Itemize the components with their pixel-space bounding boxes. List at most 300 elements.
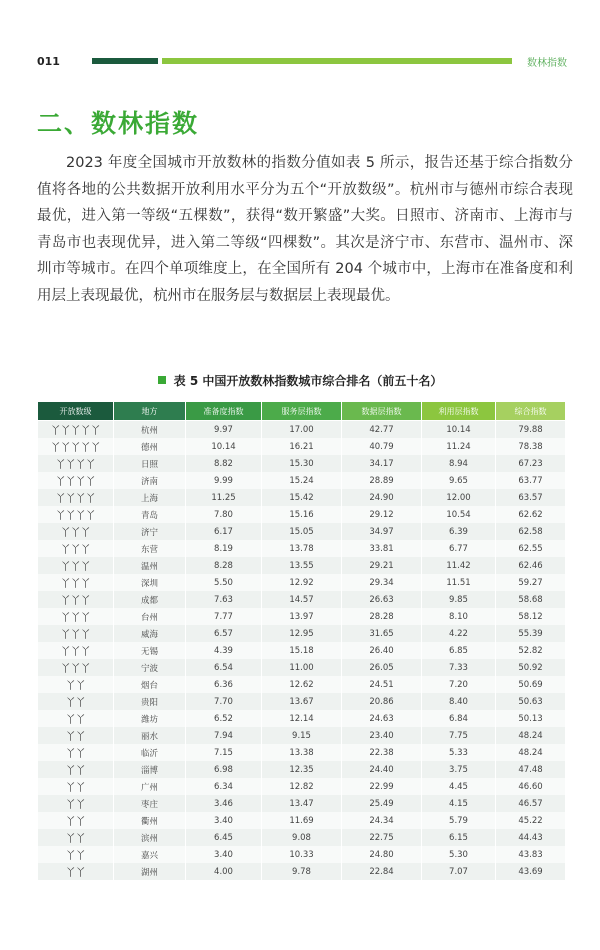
level-trees bbox=[38, 472, 114, 489]
table-row bbox=[38, 608, 566, 625]
service-cell: 13.78 bbox=[262, 540, 342, 557]
utilization-cell: 11.51 bbox=[422, 574, 496, 591]
composite-cell: 46.60 bbox=[496, 778, 566, 795]
body-paragraph: 2023 年度全国城市开放数林的指数分值如表 5 所示，报告还基于综合指数分值将各地的公共数据开放利用水平分为五个“开放数级”。杭州市与德州市综合表现最优，进入第一等级“五棵数”，获得“数开繁盛”大奖。日照市、济南市、上海市与青岛市也表现优异，进入第二等级“四棵数”。其次是济宁市、东营市、温州市、深圳市等城市。在四个单项维度上，在全国所有 204 个城市中，上海市在准备度和利用层上表现最优，杭州市在服务层与数据层上表现最优。 bbox=[37, 155, 573, 304]
utilization-cell: 8.10 bbox=[422, 608, 496, 625]
readiness-cell: 10.14 bbox=[186, 438, 262, 455]
table-row bbox=[38, 438, 566, 455]
tree-icon: 丫 bbox=[80, 545, 91, 556]
readiness-cell: 6.57 bbox=[186, 625, 262, 642]
tree-icon: 丫 bbox=[55, 460, 66, 471]
data-cell: 28.89 bbox=[342, 472, 422, 489]
tree-icon: 丫 bbox=[60, 562, 71, 573]
level-trees bbox=[38, 642, 114, 659]
tree-icon: 丫 bbox=[70, 647, 81, 658]
data-cell: 24.51 bbox=[342, 676, 422, 693]
level-trees bbox=[38, 744, 114, 761]
readiness-cell: 7.77 bbox=[186, 608, 262, 625]
tree-icon: 丫 bbox=[75, 715, 86, 726]
data-cell: 25.49 bbox=[342, 795, 422, 812]
tree-icon: 丫 bbox=[55, 494, 66, 505]
utilization-cell: 5.79 bbox=[422, 812, 496, 829]
utilization-cell: 6.39 bbox=[422, 523, 496, 540]
level-trees bbox=[38, 421, 114, 439]
tree-icon: 丫 bbox=[65, 749, 76, 760]
utilization-cell: 4.15 bbox=[422, 795, 496, 812]
tree-icon: 丫 bbox=[70, 426, 81, 437]
service-cell: 12.92 bbox=[262, 574, 342, 591]
city-cell: 潍坊 bbox=[114, 710, 186, 727]
level-trees bbox=[38, 659, 114, 676]
level-trees bbox=[38, 795, 114, 812]
service-cell: 12.95 bbox=[262, 625, 342, 642]
table-row bbox=[38, 812, 566, 829]
tree-icon: 丫 bbox=[55, 477, 66, 488]
header-composite: 综合指数 bbox=[496, 402, 566, 421]
city-cell: 威海 bbox=[114, 625, 186, 642]
level-trees bbox=[38, 557, 114, 574]
tree-icon: 丫 bbox=[75, 511, 86, 522]
tree-icon: 丫 bbox=[65, 817, 76, 828]
table-row bbox=[38, 625, 566, 642]
tree-icon: 丫 bbox=[75, 681, 86, 692]
caption-square-icon bbox=[158, 376, 166, 384]
readiness-cell: 3.40 bbox=[186, 846, 262, 863]
service-cell: 12.82 bbox=[262, 778, 342, 795]
city-cell: 无锡 bbox=[114, 642, 186, 659]
tree-icon: 丫 bbox=[65, 681, 76, 692]
readiness-cell: 6.54 bbox=[186, 659, 262, 676]
service-cell: 15.18 bbox=[262, 642, 342, 659]
tree-icon: 丫 bbox=[70, 613, 81, 624]
table-row bbox=[38, 472, 566, 489]
data-cell: 31.65 bbox=[342, 625, 422, 642]
readiness-cell: 6.52 bbox=[186, 710, 262, 727]
level-trees bbox=[38, 506, 114, 523]
ranking-table bbox=[37, 401, 566, 880]
level-trees bbox=[38, 489, 114, 506]
composite-cell: 47.48 bbox=[496, 761, 566, 778]
service-cell: 14.57 bbox=[262, 591, 342, 608]
tree-icon: 丫 bbox=[70, 545, 81, 556]
service-cell: 15.16 bbox=[262, 506, 342, 523]
tree-icon: 丫 bbox=[80, 579, 91, 590]
tree-icon: 丫 bbox=[60, 613, 71, 624]
tree-icon: 丫 bbox=[55, 511, 66, 522]
service-cell: 15.42 bbox=[262, 489, 342, 506]
tree-icon: 丫 bbox=[65, 511, 76, 522]
table-row bbox=[38, 591, 566, 608]
level-trees bbox=[38, 846, 114, 863]
tree-icon: 丫 bbox=[60, 528, 71, 539]
page-number: 011 bbox=[37, 55, 60, 68]
data-cell: 22.75 bbox=[342, 829, 422, 846]
service-cell: 9.15 bbox=[262, 727, 342, 744]
utilization-cell: 7.20 bbox=[422, 676, 496, 693]
composite-cell: 58.68 bbox=[496, 591, 566, 608]
tree-icon: 丫 bbox=[80, 613, 91, 624]
utilization-cell: 7.33 bbox=[422, 659, 496, 676]
composite-cell: 50.13 bbox=[496, 710, 566, 727]
service-cell: 10.33 bbox=[262, 846, 342, 863]
city-cell: 深圳 bbox=[114, 574, 186, 591]
utilization-cell: 7.07 bbox=[422, 863, 496, 880]
tree-icon: 丫 bbox=[70, 630, 81, 641]
composite-cell: 62.55 bbox=[496, 540, 566, 557]
city-cell: 贵阳 bbox=[114, 693, 186, 710]
data-cell: 24.40 bbox=[342, 761, 422, 778]
readiness-cell: 4.00 bbox=[186, 863, 262, 880]
composite-cell: 52.82 bbox=[496, 642, 566, 659]
utilization-cell: 11.24 bbox=[422, 438, 496, 455]
tree-icon: 丫 bbox=[75, 477, 86, 488]
tree-icon: 丫 bbox=[75, 698, 86, 709]
composite-cell: 62.62 bbox=[496, 506, 566, 523]
data-cell: 26.05 bbox=[342, 659, 422, 676]
tree-icon: 丫 bbox=[85, 460, 96, 471]
tree-icon: 丫 bbox=[60, 596, 71, 607]
readiness-cell: 6.45 bbox=[186, 829, 262, 846]
service-cell: 12.35 bbox=[262, 761, 342, 778]
tree-icon: 丫 bbox=[65, 460, 76, 471]
utilization-cell: 6.15 bbox=[422, 829, 496, 846]
composite-cell: 59.27 bbox=[496, 574, 566, 591]
tree-icon: 丫 bbox=[70, 596, 81, 607]
level-trees bbox=[38, 523, 114, 540]
level-trees bbox=[38, 591, 114, 608]
composite-cell: 48.24 bbox=[496, 744, 566, 761]
tree-icon: 丫 bbox=[50, 426, 61, 437]
city-cell: 衢州 bbox=[114, 812, 186, 829]
table-row bbox=[38, 574, 566, 591]
service-cell: 17.00 bbox=[262, 421, 342, 439]
table-row bbox=[38, 829, 566, 846]
tree-icon: 丫 bbox=[70, 443, 81, 454]
city-cell: 烟台 bbox=[114, 676, 186, 693]
composite-cell: 78.38 bbox=[496, 438, 566, 455]
composite-cell: 43.69 bbox=[496, 863, 566, 880]
tree-icon: 丫 bbox=[65, 494, 76, 505]
data-cell: 20.86 bbox=[342, 693, 422, 710]
city-cell: 济宁 bbox=[114, 523, 186, 540]
tree-icon: 丫 bbox=[65, 851, 76, 862]
tree-icon: 丫 bbox=[75, 834, 86, 845]
tree-icon: 丫 bbox=[80, 647, 91, 658]
level-trees bbox=[38, 812, 114, 829]
city-cell: 德州 bbox=[114, 438, 186, 455]
utilization-cell: 7.75 bbox=[422, 727, 496, 744]
level-trees bbox=[38, 710, 114, 727]
tree-icon: 丫 bbox=[80, 664, 91, 675]
data-cell: 42.77 bbox=[342, 421, 422, 439]
utilization-cell: 4.22 bbox=[422, 625, 496, 642]
tree-icon: 丫 bbox=[65, 698, 76, 709]
city-cell: 嘉兴 bbox=[114, 846, 186, 863]
table-row bbox=[38, 778, 566, 795]
composite-cell: 46.57 bbox=[496, 795, 566, 812]
level-trees bbox=[38, 608, 114, 625]
readiness-cell: 3.46 bbox=[186, 795, 262, 812]
utilization-cell: 10.14 bbox=[422, 421, 496, 439]
city-cell: 枣庄 bbox=[114, 795, 186, 812]
table-row bbox=[38, 557, 566, 574]
composite-cell: 58.12 bbox=[496, 608, 566, 625]
composite-cell: 50.69 bbox=[496, 676, 566, 693]
service-cell: 13.67 bbox=[262, 693, 342, 710]
city-cell: 济南 bbox=[114, 472, 186, 489]
readiness-cell: 5.50 bbox=[186, 574, 262, 591]
readiness-cell: 6.17 bbox=[186, 523, 262, 540]
utilization-cell: 9.65 bbox=[422, 472, 496, 489]
city-cell: 淄博 bbox=[114, 761, 186, 778]
readiness-cell: 11.25 bbox=[186, 489, 262, 506]
readiness-cell: 7.94 bbox=[186, 727, 262, 744]
header-bar-light bbox=[162, 58, 512, 64]
table-row bbox=[38, 489, 566, 506]
tree-icon: 丫 bbox=[75, 817, 86, 828]
city-cell: 日照 bbox=[114, 455, 186, 472]
composite-cell: 44.43 bbox=[496, 829, 566, 846]
service-cell: 15.30 bbox=[262, 455, 342, 472]
table-row bbox=[38, 846, 566, 863]
table-row bbox=[38, 863, 566, 880]
tree-icon: 丫 bbox=[80, 630, 91, 641]
table-row bbox=[38, 744, 566, 761]
city-cell: 临沂 bbox=[114, 744, 186, 761]
data-cell: 40.79 bbox=[342, 438, 422, 455]
utilization-cell: 10.54 bbox=[422, 506, 496, 523]
tree-icon: 丫 bbox=[60, 426, 71, 437]
composite-cell: 62.58 bbox=[496, 523, 566, 540]
data-cell: 22.38 bbox=[342, 744, 422, 761]
city-cell: 青岛 bbox=[114, 506, 186, 523]
tree-icon: 丫 bbox=[80, 528, 91, 539]
header-readiness: 准备度指数 bbox=[186, 402, 262, 421]
city-cell: 成都 bbox=[114, 591, 186, 608]
data-cell: 24.63 bbox=[342, 710, 422, 727]
composite-cell: 50.92 bbox=[496, 659, 566, 676]
table-row bbox=[38, 506, 566, 523]
service-cell: 15.05 bbox=[262, 523, 342, 540]
data-cell: 34.97 bbox=[342, 523, 422, 540]
tree-icon: 丫 bbox=[65, 800, 76, 811]
level-trees bbox=[38, 829, 114, 846]
tree-icon: 丫 bbox=[75, 460, 86, 471]
service-cell: 9.78 bbox=[262, 863, 342, 880]
data-cell: 29.21 bbox=[342, 557, 422, 574]
level-trees bbox=[38, 540, 114, 557]
tree-icon: 丫 bbox=[70, 562, 81, 573]
tree-icon: 丫 bbox=[65, 477, 76, 488]
utilization-cell: 5.30 bbox=[422, 846, 496, 863]
table-body bbox=[38, 421, 566, 881]
tree-icon: 丫 bbox=[80, 596, 91, 607]
table-row bbox=[38, 761, 566, 778]
tree-icon: 丫 bbox=[50, 443, 61, 454]
level-trees bbox=[38, 863, 114, 880]
utilization-cell: 12.00 bbox=[422, 489, 496, 506]
tree-icon: 丫 bbox=[75, 868, 86, 879]
tree-icon: 丫 bbox=[65, 766, 76, 777]
level-trees bbox=[38, 727, 114, 744]
utilization-cell: 8.94 bbox=[422, 455, 496, 472]
composite-cell: 63.77 bbox=[496, 472, 566, 489]
readiness-cell: 8.82 bbox=[186, 455, 262, 472]
utilization-cell: 8.40 bbox=[422, 693, 496, 710]
level-trees bbox=[38, 625, 114, 642]
utilization-cell: 4.45 bbox=[422, 778, 496, 795]
city-cell: 宁波 bbox=[114, 659, 186, 676]
tree-icon: 丫 bbox=[60, 545, 71, 556]
city-cell: 湖州 bbox=[114, 863, 186, 880]
tree-icon: 丫 bbox=[65, 834, 76, 845]
city-cell: 上海 bbox=[114, 489, 186, 506]
table-row bbox=[38, 727, 566, 744]
service-cell: 11.69 bbox=[262, 812, 342, 829]
composite-cell: 62.46 bbox=[496, 557, 566, 574]
level-trees bbox=[38, 761, 114, 778]
table-row bbox=[38, 455, 566, 472]
service-cell: 12.14 bbox=[262, 710, 342, 727]
section-label: 数林指数 bbox=[527, 58, 567, 69]
data-cell: 22.84 bbox=[342, 863, 422, 880]
tree-icon: 丫 bbox=[80, 443, 91, 454]
utilization-cell: 9.85 bbox=[422, 591, 496, 608]
tree-icon: 丫 bbox=[85, 511, 96, 522]
tree-icon: 丫 bbox=[60, 630, 71, 641]
service-cell: 16.21 bbox=[262, 438, 342, 455]
table-row bbox=[38, 676, 566, 693]
data-cell: 24.34 bbox=[342, 812, 422, 829]
composite-cell: 48.24 bbox=[496, 727, 566, 744]
tree-icon: 丫 bbox=[75, 749, 86, 760]
service-cell: 11.00 bbox=[262, 659, 342, 676]
table-row bbox=[38, 659, 566, 676]
readiness-cell: 7.63 bbox=[186, 591, 262, 608]
service-cell: 13.38 bbox=[262, 744, 342, 761]
composite-cell: 45.22 bbox=[496, 812, 566, 829]
table-row bbox=[38, 523, 566, 540]
tree-icon: 丫 bbox=[75, 800, 86, 811]
city-cell: 温州 bbox=[114, 557, 186, 574]
header-data: 数据层指数 bbox=[342, 402, 422, 421]
data-cell: 29.12 bbox=[342, 506, 422, 523]
readiness-cell: 7.15 bbox=[186, 744, 262, 761]
tree-icon: 丫 bbox=[65, 732, 76, 743]
tree-icon: 丫 bbox=[80, 562, 91, 573]
level-trees bbox=[38, 778, 114, 795]
composite-cell: 43.83 bbox=[496, 846, 566, 863]
service-cell: 13.47 bbox=[262, 795, 342, 812]
level-trees bbox=[38, 455, 114, 472]
tree-icon: 丫 bbox=[90, 426, 101, 437]
data-cell: 26.40 bbox=[342, 642, 422, 659]
table-caption bbox=[0, 372, 600, 389]
tree-icon: 丫 bbox=[60, 443, 71, 454]
readiness-cell: 4.39 bbox=[186, 642, 262, 659]
tree-icon: 丫 bbox=[70, 528, 81, 539]
table-row bbox=[38, 710, 566, 727]
tree-icon: 丫 bbox=[60, 664, 71, 675]
utilization-cell: 5.33 bbox=[422, 744, 496, 761]
tree-icon: 丫 bbox=[75, 851, 86, 862]
tree-icon: 丫 bbox=[85, 494, 96, 505]
readiness-cell: 6.98 bbox=[186, 761, 262, 778]
tree-icon: 丫 bbox=[80, 426, 91, 437]
tree-icon: 丫 bbox=[70, 579, 81, 590]
readiness-cell: 9.99 bbox=[186, 472, 262, 489]
table-row bbox=[38, 795, 566, 812]
city-cell: 东营 bbox=[114, 540, 186, 557]
composite-cell: 50.63 bbox=[496, 693, 566, 710]
readiness-cell: 8.28 bbox=[186, 557, 262, 574]
level-trees bbox=[38, 693, 114, 710]
tree-icon: 丫 bbox=[60, 579, 71, 590]
utilization-cell: 6.77 bbox=[422, 540, 496, 557]
tree-icon: 丫 bbox=[90, 443, 101, 454]
data-cell: 34.17 bbox=[342, 455, 422, 472]
header-city: 地方 bbox=[114, 402, 186, 421]
data-cell: 22.99 bbox=[342, 778, 422, 795]
service-cell: 15.24 bbox=[262, 472, 342, 489]
data-cell: 26.63 bbox=[342, 591, 422, 608]
table-row bbox=[38, 642, 566, 659]
readiness-cell: 7.80 bbox=[186, 506, 262, 523]
utilization-cell: 6.85 bbox=[422, 642, 496, 659]
readiness-cell: 6.34 bbox=[186, 778, 262, 795]
table-row bbox=[38, 421, 566, 439]
tree-icon: 丫 bbox=[65, 715, 76, 726]
composite-cell: 67.23 bbox=[496, 455, 566, 472]
header-bar-dark bbox=[92, 58, 158, 64]
readiness-cell: 3.40 bbox=[186, 812, 262, 829]
service-cell: 12.62 bbox=[262, 676, 342, 693]
city-cell: 丽水 bbox=[114, 727, 186, 744]
table-row bbox=[38, 693, 566, 710]
utilization-cell: 6.84 bbox=[422, 710, 496, 727]
city-cell: 台州 bbox=[114, 608, 186, 625]
tree-icon: 丫 bbox=[65, 868, 76, 879]
tree-icon: 丫 bbox=[65, 783, 76, 794]
data-cell: 24.80 bbox=[342, 846, 422, 863]
utilization-cell: 11.42 bbox=[422, 557, 496, 574]
data-cell: 28.28 bbox=[342, 608, 422, 625]
city-cell: 滨州 bbox=[114, 829, 186, 846]
level-trees bbox=[38, 438, 114, 455]
header-service: 服务层指数 bbox=[262, 402, 342, 421]
city-cell: 杭州 bbox=[114, 421, 186, 439]
service-cell: 9.08 bbox=[262, 829, 342, 846]
header-level: 开放数级 bbox=[38, 402, 114, 421]
data-cell: 24.90 bbox=[342, 489, 422, 506]
readiness-cell: 9.97 bbox=[186, 421, 262, 439]
data-cell: 33.81 bbox=[342, 540, 422, 557]
table-row bbox=[38, 540, 566, 557]
city-cell: 广州 bbox=[114, 778, 186, 795]
tree-icon: 丫 bbox=[60, 647, 71, 658]
level-trees bbox=[38, 676, 114, 693]
table-header-row bbox=[38, 402, 566, 421]
tree-icon: 丫 bbox=[75, 783, 86, 794]
header-utilization: 利用层指数 bbox=[422, 402, 496, 421]
composite-cell: 79.88 bbox=[496, 421, 566, 439]
service-cell: 13.55 bbox=[262, 557, 342, 574]
level-trees bbox=[38, 574, 114, 591]
data-cell: 23.40 bbox=[342, 727, 422, 744]
composite-cell: 55.39 bbox=[496, 625, 566, 642]
tree-icon: 丫 bbox=[85, 477, 96, 488]
tree-icon: 丫 bbox=[75, 494, 86, 505]
